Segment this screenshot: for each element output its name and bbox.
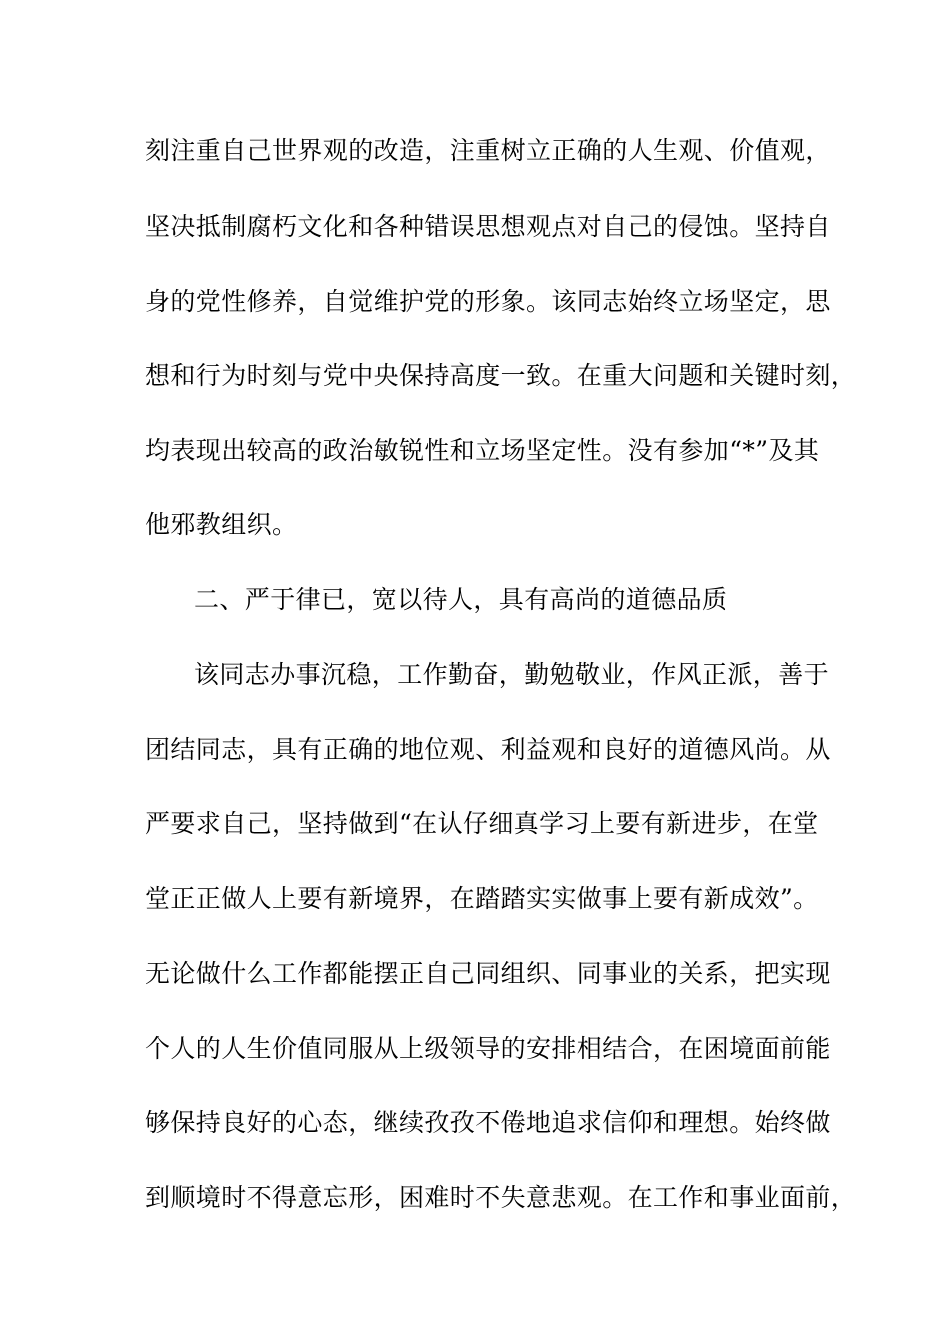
text-line: 身的党性修养，自觉维护党的形象。该同志始终立场坚定，思 <box>145 287 831 316</box>
text-line: 严要求自己，坚持做到“在认仔细真学习上要有新进步，在堂 <box>145 809 819 838</box>
text-line: 想和行为时刻与党中央保持高度一致。在重大问题和关键时刻， <box>145 361 857 390</box>
text-line: 个人的人生价值同服从上级领导的安排相结合，在困境面前能 <box>145 1034 831 1063</box>
text-line: 够保持良好的心态，继续孜孜不倦地追求信仰和理想。始终做 <box>145 1108 831 1137</box>
text-line: 堂正正做人上要有新境界，在踏踏实实做事上要有新成效”。 <box>145 884 819 913</box>
text-line: 团结同志，具有正确的地位观、利益观和良好的道德风尚。从 <box>145 735 831 764</box>
section-heading: 二、严于律已，宽以待人，具有高尚的道德品质 <box>194 585 728 614</box>
text-line: 他邪教组织。 <box>145 510 298 539</box>
text-line: 坚决抵制腐朽文化和各种错误思想观点对自己的侵蚀。坚持自 <box>145 212 831 241</box>
text-line: 无论做什么工作都能摆正自己同组织、同事业的关系，把实现 <box>145 959 831 988</box>
text-line: 均表现出较高的政治敏锐性和立场坚定性。没有参加“*”及其 <box>145 436 820 465</box>
text-line: 刻注重自己世界观的改造，注重树立正确的人生观、价值观， <box>145 136 831 165</box>
text-line: 该同志办事沉稳，工作勤奋，勤勉敬业，作风正派，善于 <box>194 660 830 689</box>
text-line: 到顺境时不得意忘形，困难时不失意悲观。在工作和事业面前， <box>145 1183 857 1212</box>
